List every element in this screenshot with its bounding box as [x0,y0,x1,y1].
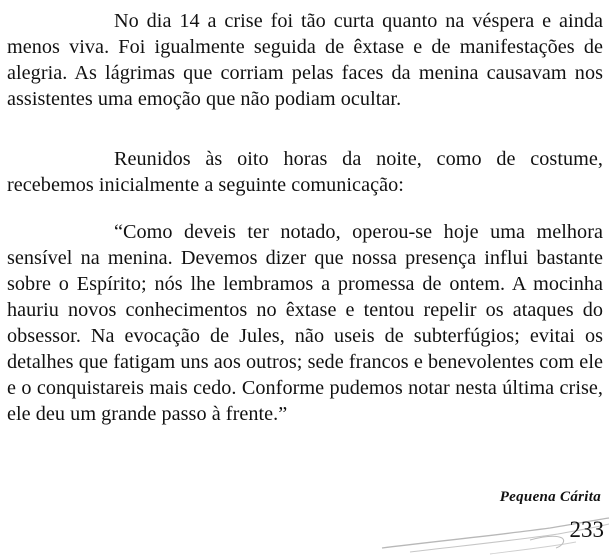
running-title: Pequena Cárita [499,489,601,505]
body-paragraph-1: No dia 14 a crise foi tão curta quanto na véspera e ainda menos viva. Foi igualmente seguida de êxtase e de manifestações de alegria. As lágrimas que corriam pelas faces da menina causavam nos assistentes uma emoção que não podiam ocultar. [7,10,603,110]
body-paragraph-3: “Como deveis ter notado, operou-se hoje uma melhora sensível na menina. Devemos dizer que nossa presença influi bastante sobre o Espírito; nós lhe lembramos a promessa de ontem. A mocinha hauriu novos conhecimentos no êxtase e tentou repelir os ataques do obsessor. Na evocação de Jules, não useis de subterfúgios; evitai os detalhes que fatigam uns aos outros; sede francos e benevolentes com ele e o conquistareis mais cedo. Conforme pudemos notar nesta última crise, ele deu um grande passo à frente.” [7,221,603,425]
body-paragraph-2: Reunidos às oito horas da noite, como de costume, recebemos inicialmente a seguinte comunicação: [7,148,603,196]
page-number: 233 [569,517,604,542]
